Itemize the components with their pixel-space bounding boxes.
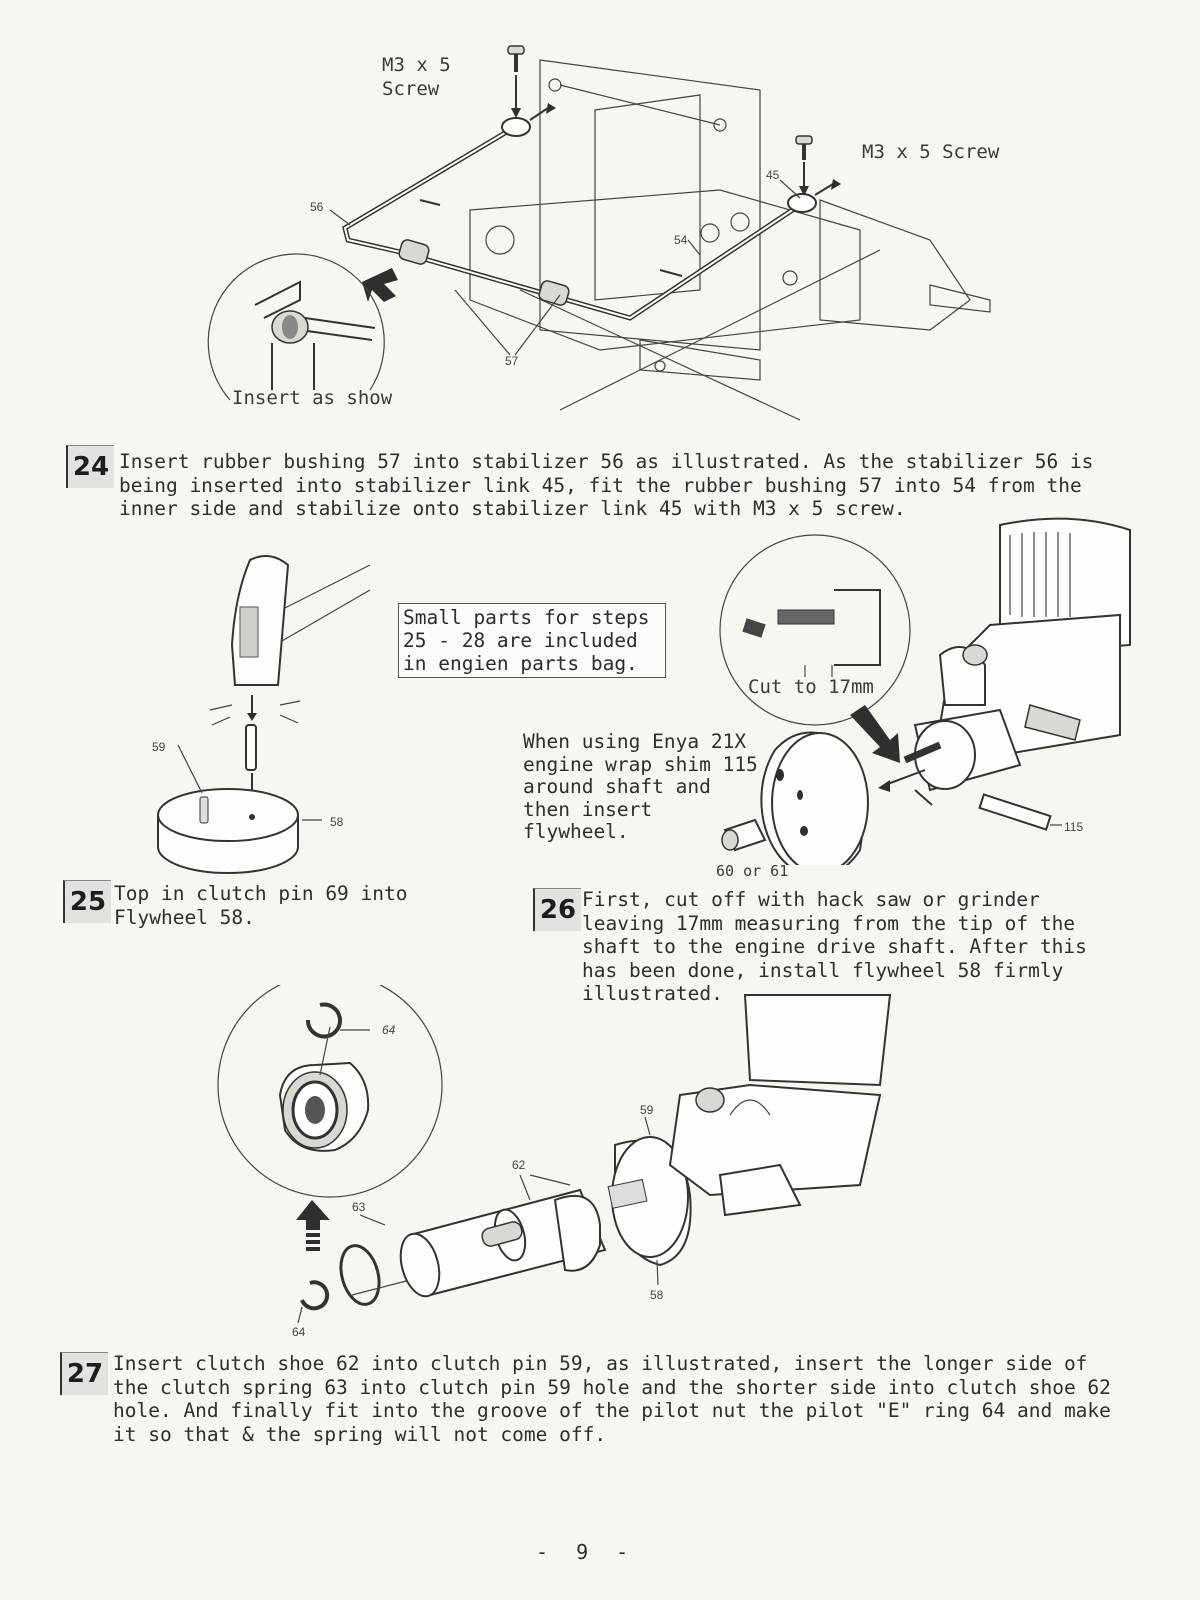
step-24-badge: 24 <box>66 445 114 488</box>
hammer-icon <box>232 556 370 685</box>
chassis-frame <box>470 60 990 420</box>
part-59-step27-callout: 59 <box>640 1103 654 1117</box>
step25-illustration <box>140 545 560 885</box>
clutch-pin-59 <box>246 725 256 770</box>
flywheel-58 <box>158 789 298 873</box>
screw-left-label-line1: M3 x 5 <box>382 54 451 76</box>
cut-to-17mm-label: Cut to 17mm <box>748 676 874 698</box>
clutch-spring-63 <box>335 1241 385 1308</box>
screw-left-label-2 <box>382 77 439 101</box>
screw-left-icon <box>502 46 530 136</box>
part-57-callout: 57 <box>505 354 519 368</box>
direction-arrow-icon <box>362 268 398 302</box>
e-ring-64-bottom <box>302 1282 327 1308</box>
part-58-callout: 58 <box>330 815 344 829</box>
part-58-step27-callout: 58 <box>650 1288 664 1302</box>
step-25-instructions <box>114 882 408 929</box>
part-45-callout: 45 <box>766 168 780 182</box>
screw-left-label <box>382 53 451 77</box>
enya-note-line-4: then insert <box>523 797 653 821</box>
bushing-57-left <box>398 239 430 266</box>
step-25-line-2: Flywheel 58. <box>114 905 255 929</box>
step-24-instructions: Insert rubber bushing 57 into stabilizer 56 as illustrated. As the stabilizer 56 is being inserted into stabilizer link 45, fit the rubber bushing 57 into 54 from the inner side and stabilize onto stabilizer link 45 with M3 x 5 screw. <box>119 450 1094 520</box>
part-62-callout: 62 <box>512 1158 526 1172</box>
clutch-detail-circle <box>218 985 442 1197</box>
enya-note <box>523 731 758 844</box>
part-54-callout: 54 <box>674 233 688 247</box>
note-line-3: in engien parts bag. <box>403 652 638 675</box>
step-26-badge: 26 <box>533 888 581 931</box>
enya-note-line-2: engine wrap shim 115 <box>523 752 758 776</box>
engine-icon <box>905 519 1130 790</box>
flywheel-26 <box>761 733 868 865</box>
enya-note-line-3: around shaft and <box>523 775 711 798</box>
step-25-line-1: Top in clutch pin 69 into <box>114 882 408 905</box>
up-arrow-icon <box>296 1200 330 1251</box>
screw-left-label-line2: Screw <box>382 78 440 100</box>
enya-note-line-5: flywheel. <box>523 820 629 843</box>
step27-illustration <box>210 985 930 1335</box>
note-line-1: Small parts for steps <box>403 606 650 629</box>
engine-27-icon <box>670 995 890 1215</box>
part-64-top-callout: 64 <box>382 1023 396 1037</box>
part-115-callout: 115 <box>1064 820 1084 834</box>
insert-as-show-label: Insert as show <box>232 387 393 409</box>
shim-115 <box>980 795 1051 830</box>
insert-arrow-icon <box>850 705 900 763</box>
note-line-2: 25 - 28 are included <box>403 629 638 652</box>
step-27-badge: 27 <box>60 1352 108 1395</box>
part-59-callout: 59 <box>152 740 166 754</box>
screw-right-icon <box>788 136 816 212</box>
step24-illustration <box>0 0 1200 440</box>
step-26-instructions: First, cut off with hack saw or grinder leaving 17mm measuring from the tip of the shaft to the engine drive shaft. After this has been done, install flywheel 58 firmly illustrated. <box>582 888 1087 1005</box>
enya-note-line-1: When using Enya 21X <box>523 730 747 753</box>
detail-circle-insert <box>208 254 384 400</box>
page-number: - 9 - <box>536 1540 637 1564</box>
screw-right-label: M3 x 5 Screw <box>862 141 1000 163</box>
small-parts-note-box <box>398 603 666 678</box>
step-25-badge: 25 <box>63 880 111 923</box>
part-63-callout: 63 <box>352 1200 366 1214</box>
part-56-callout: 56 <box>310 200 324 214</box>
part-60-or-61-callout: 60 or 61 <box>716 862 789 880</box>
part-64-bottom-callout: 64 <box>292 1325 306 1339</box>
step-27-instructions: Insert clutch shoe 62 into clutch pin 59, as illustrated, insert the longer side of the clutch spring 63 into clutch pin 59 hole and the shorter side into clutch shoe 62 hole. And finally fit into the groove of the pilot nut the pilot "E" ring 64 and make it so that & the spring will not come off. <box>113 1352 1111 1446</box>
